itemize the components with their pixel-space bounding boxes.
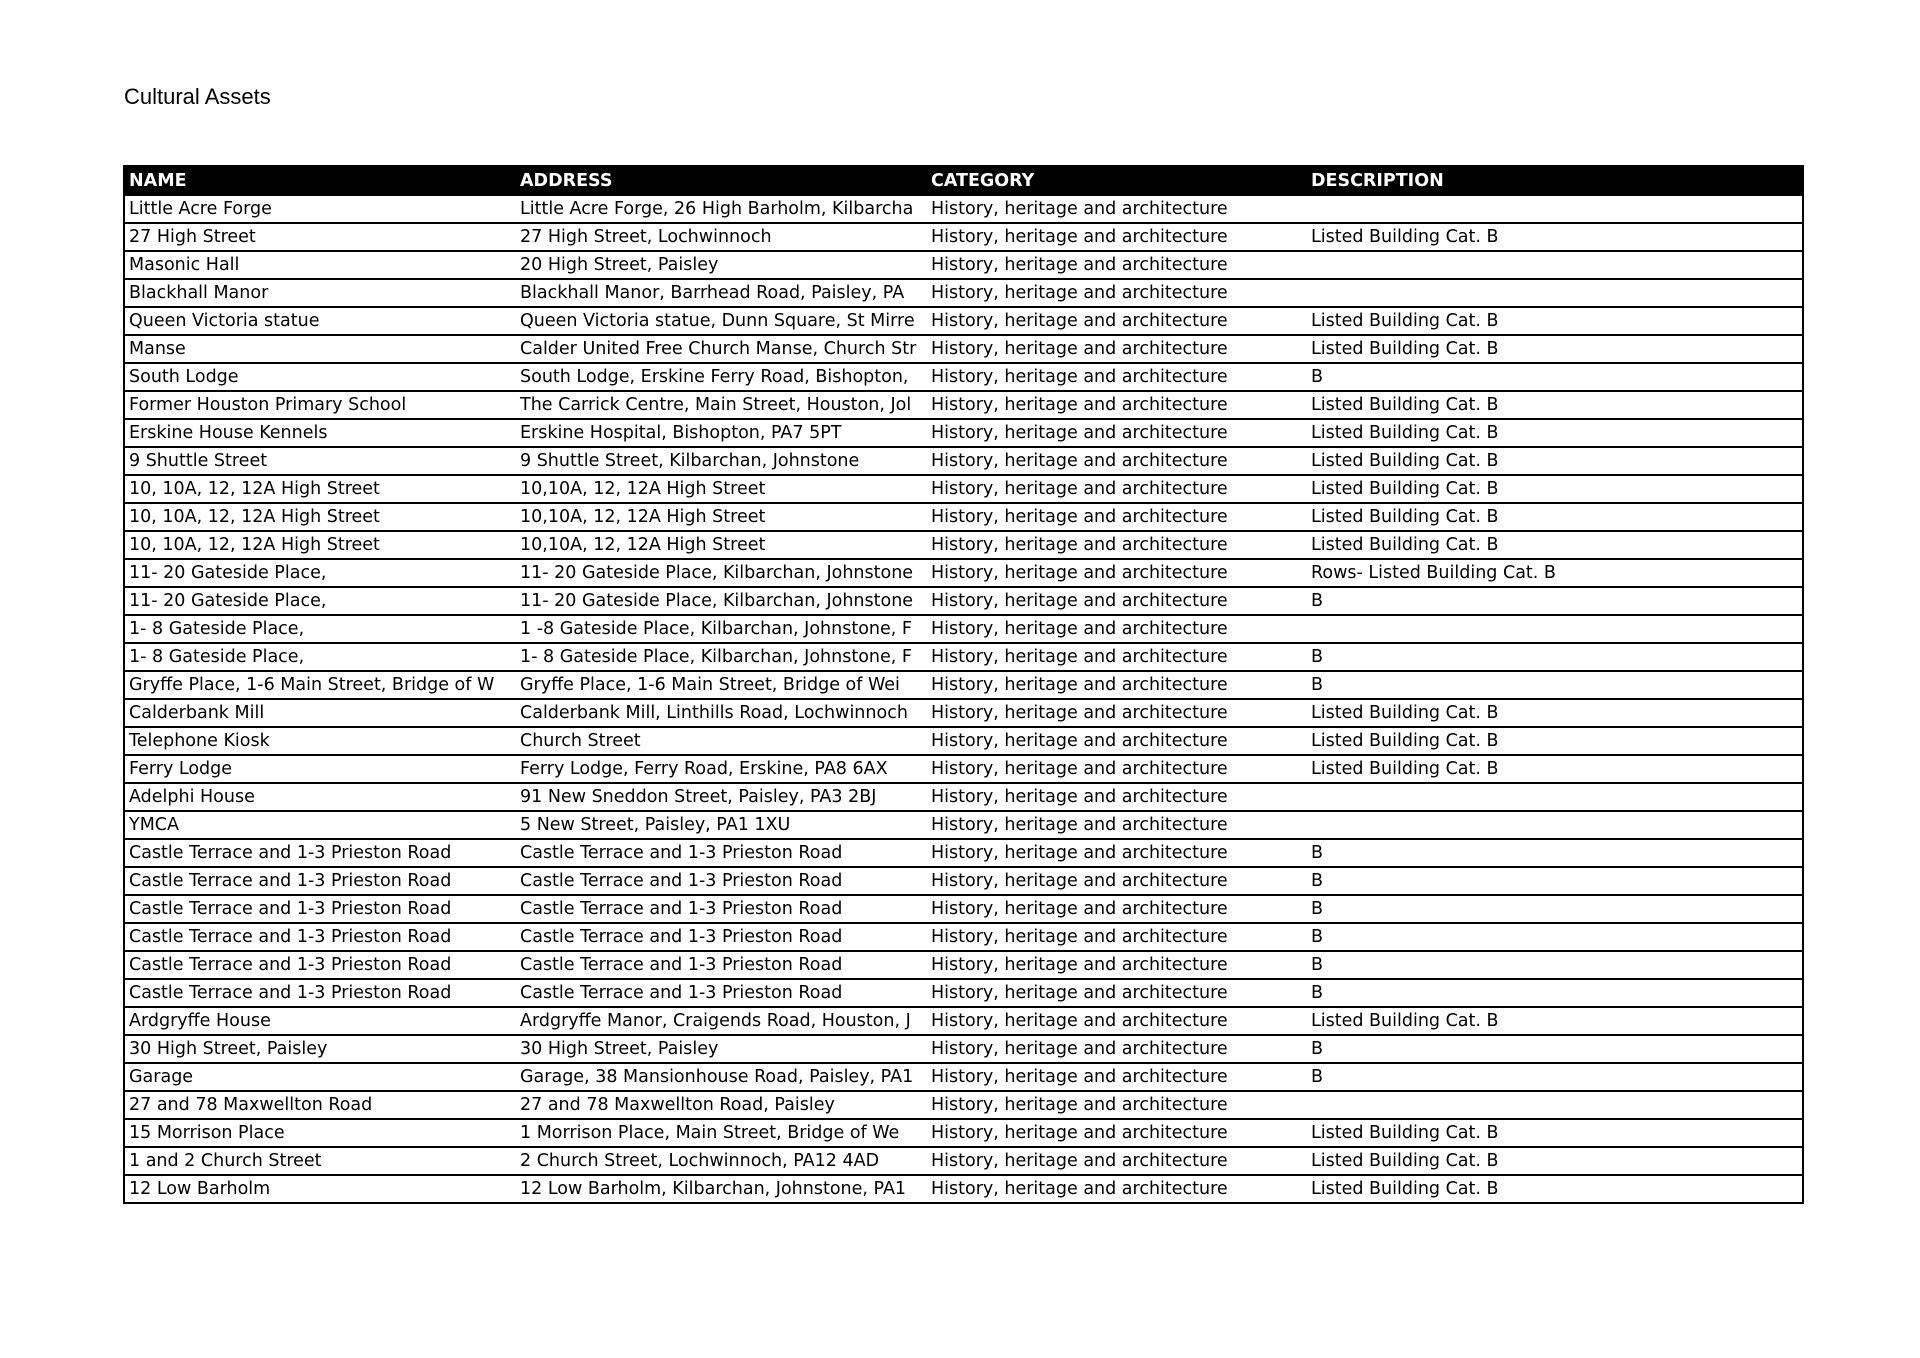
cell-description	[1307, 196, 1802, 223]
table-row	[125, 531, 1802, 559]
cell-name: Telephone Kiosk	[125, 727, 516, 755]
cell-address: 27 High Street, Lochwinnoch	[516, 223, 927, 251]
cell-name: Castle Terrace and 1-3 Prieston Road	[125, 923, 516, 951]
table-row	[125, 615, 1802, 643]
cell-address: 2 Church Street, Lochwinnoch, PA12 4AD	[516, 1147, 927, 1175]
cell-address: 30 High Street, Paisley	[516, 1035, 927, 1063]
cell-category: History, heritage and architecture	[927, 363, 1307, 391]
cell-description	[1307, 279, 1802, 307]
cell-description	[1307, 251, 1802, 279]
cell-description: B	[1307, 363, 1802, 391]
cell-address: Castle Terrace and 1-3 Prieston Road	[516, 979, 927, 1007]
cell-category: History, heritage and architecture	[927, 279, 1307, 307]
table-row	[125, 419, 1802, 447]
table-row	[125, 643, 1802, 671]
cell-description: Listed Building Cat. B	[1307, 419, 1802, 447]
cell-category: History, heritage and architecture	[927, 1035, 1307, 1063]
cell-category: History, heritage and architecture	[927, 699, 1307, 727]
cell-name: Castle Terrace and 1-3 Prieston Road	[125, 951, 516, 979]
cell-description: Listed Building Cat. B	[1307, 727, 1802, 755]
cell-category: History, heritage and architecture	[927, 671, 1307, 699]
cell-description: Listed Building Cat. B	[1307, 1119, 1802, 1147]
cell-address: 9 Shuttle Street, Kilbarchan, Johnstone	[516, 447, 927, 475]
cell-description: B	[1307, 951, 1802, 979]
table-row	[125, 1119, 1802, 1147]
cell-description: Listed Building Cat. B	[1307, 755, 1802, 783]
page-title: Cultural Assets	[124, 84, 271, 109]
cell-description: B	[1307, 1035, 1802, 1063]
cell-category: History, heritage and architecture	[927, 223, 1307, 251]
cell-description	[1307, 811, 1802, 839]
table-row	[125, 559, 1802, 587]
cell-description: B	[1307, 643, 1802, 671]
cell-description: B	[1307, 867, 1802, 895]
cell-name: 27 High Street	[125, 223, 516, 251]
column-header-address: ADDRESS	[516, 167, 927, 196]
table-row	[125, 1007, 1802, 1035]
cell-description: Rows- Listed Building Cat. B	[1307, 559, 1802, 587]
cell-category: History, heritage and architecture	[927, 1147, 1307, 1175]
cell-description: Listed Building Cat. B	[1307, 1007, 1802, 1035]
cell-address: Ferry Lodge, Ferry Road, Erskine, PA8 6AX	[516, 755, 927, 783]
table-row	[125, 895, 1802, 923]
cell-description: B	[1307, 839, 1802, 867]
cell-name: Queen Victoria statue	[125, 307, 516, 335]
cell-category: History, heritage and architecture	[927, 839, 1307, 867]
table-row	[125, 251, 1802, 279]
cell-description: Listed Building Cat. B	[1311, 1179, 1499, 1199]
cell-address: Blackhall Manor, Barrhead Road, Paisley, PA	[516, 279, 927, 307]
cell-name: 1- 8 Gateside Place,	[125, 615, 516, 643]
cell-name: Castle Terrace and 1-3 Prieston Road	[125, 867, 516, 895]
cell-category: History, heritage and architecture	[927, 419, 1307, 447]
table-row	[125, 783, 1802, 811]
cell-category: History, heritage and architecture	[927, 1063, 1307, 1091]
table-row	[125, 699, 1802, 727]
cell-name: Blackhall Manor	[125, 279, 516, 307]
table-row	[125, 671, 1802, 699]
cell-description: Listed Building Cat. B	[1307, 307, 1802, 335]
cell-name: Manse	[125, 335, 516, 363]
cell-address: 10,10A, 12, 12A High Street	[516, 475, 927, 503]
table-row	[125, 279, 1802, 307]
cell-address: South Lodge, Erskine Ferry Road, Bishopton,	[516, 363, 927, 391]
table-row	[125, 1035, 1802, 1063]
cell-category: History, heritage and architecture	[927, 1119, 1307, 1147]
header-row	[125, 167, 1802, 196]
cell-address: Gryffe Place, 1-6 Main Street, Bridge of Wei	[516, 671, 927, 699]
cell-name: 9 Shuttle Street	[125, 447, 516, 475]
cell-address: 11- 20 Gateside Place, Kilbarchan, Johnstone	[516, 559, 927, 587]
cell-category: History, heritage and architecture	[927, 923, 1307, 951]
cell-name: Garage	[125, 1063, 516, 1091]
column-header-name: NAME	[125, 167, 516, 196]
cell-address: Castle Terrace and 1-3 Prieston Road	[516, 839, 927, 867]
table-row	[125, 811, 1802, 839]
table-row	[125, 223, 1802, 251]
cell-category: History, heritage and architecture	[927, 951, 1307, 979]
cell-category: History, heritage and architecture	[927, 615, 1307, 643]
cell-address: Castle Terrace and 1-3 Prieston Road	[516, 951, 927, 979]
cell-name: 15 Morrison Place	[125, 1119, 516, 1147]
cell-address: 1 Morrison Place, Main Street, Bridge of We	[516, 1119, 927, 1147]
cell-category: History, heritage and architecture	[927, 895, 1307, 923]
cell-category: History, heritage and architecture	[927, 587, 1307, 615]
cell-name: Erskine House Kennels	[125, 419, 516, 447]
cell-name: YMCA	[125, 811, 516, 839]
cell-address: 10,10A, 12, 12A High Street	[516, 503, 927, 531]
cell-address: Calder United Free Church Manse, Church Str	[516, 335, 927, 363]
cell-description: B	[1307, 1063, 1802, 1091]
cell-name: Ferry Lodge	[125, 755, 516, 783]
cell-name: Castle Terrace and 1-3 Prieston Road	[125, 839, 516, 867]
cell-description: Listed Building Cat. B	[1307, 1147, 1802, 1175]
cell-description: Listed Building Cat. B	[1307, 475, 1802, 503]
table-row	[125, 391, 1802, 419]
cell-address: The Carrick Centre, Main Street, Houston, Jol	[516, 391, 927, 419]
cell-category: History, heritage and architecture	[927, 867, 1307, 895]
cell-category: History, heritage and architecture	[927, 196, 1307, 223]
table-row	[125, 1091, 1802, 1119]
cell-description	[1307, 615, 1802, 643]
cell-address: Church Street	[516, 727, 927, 755]
table-row	[125, 923, 1802, 951]
table-row	[125, 503, 1802, 531]
table-row	[125, 335, 1802, 363]
cell-address: 20 High Street, Paisley	[516, 251, 927, 279]
cell-category: History, heritage and architecture	[927, 531, 1307, 559]
cell-category: History, heritage and architecture	[927, 503, 1307, 531]
cultural-assets-table	[123, 165, 1804, 1204]
cell-name: Calderbank Mill	[125, 699, 516, 727]
cell-name: 10, 10A, 12, 12A High Street	[125, 503, 516, 531]
cell-description: Listed Building Cat. B	[1307, 699, 1802, 727]
table-row	[125, 307, 1802, 335]
cell-description: B	[1307, 923, 1802, 951]
cell-address: Garage, 38 Mansionhouse Road, Paisley, PA1	[516, 1063, 927, 1091]
cell-description: B	[1307, 895, 1802, 923]
cell-name: 10, 10A, 12, 12A High Street	[125, 531, 516, 559]
cell-address: Erskine Hospital, Bishopton, PA7 5PT	[516, 419, 927, 447]
cell-description: Listed Building Cat. B	[1307, 447, 1802, 475]
cell-category: History, heritage and architecture	[927, 783, 1307, 811]
cell-address: 10,10A, 12, 12A High Street	[516, 531, 927, 559]
cell-address: 5 New Street, Paisley, PA1 1XU	[516, 811, 927, 839]
table-row	[125, 755, 1802, 783]
cell-description: Listed Building Cat. B	[1307, 391, 1802, 419]
cell-name: Gryffe Place, 1-6 Main Street, Bridge of W	[125, 671, 516, 699]
cell-name: Adelphi House	[125, 783, 516, 811]
cell-category: History, heritage and architecture	[927, 1091, 1307, 1119]
cell-name: 12 Low Barholm	[129, 1179, 271, 1199]
cell-category: History, heritage and architecture	[927, 755, 1307, 783]
cell-address: Castle Terrace and 1-3 Prieston Road	[516, 923, 927, 951]
cell-address: 27 and 78 Maxwellton Road, Paisley	[516, 1091, 927, 1119]
table-row	[125, 363, 1802, 391]
cell-address: Calderbank Mill, Linthills Road, Lochwinnoch	[516, 699, 927, 727]
cell-category: History, heritage and architecture	[927, 335, 1307, 363]
cell-name: 27 and 78 Maxwellton Road	[125, 1091, 516, 1119]
cell-name: 11- 20 Gateside Place,	[125, 587, 516, 615]
table-row	[125, 1147, 1802, 1175]
cell-description: B	[1307, 671, 1802, 699]
cell-address: 11- 20 Gateside Place, Kilbarchan, Johnstone	[516, 587, 927, 615]
column-header-description: DESCRIPTION	[1307, 167, 1802, 196]
cell-category: History, heritage and architecture	[927, 307, 1307, 335]
table-row	[125, 587, 1802, 615]
cell-description	[1307, 1091, 1802, 1119]
cell-category: History, heritage and architecture	[927, 391, 1307, 419]
cell-description	[1307, 783, 1802, 811]
table-row	[125, 867, 1802, 895]
cell-category: History, heritage and architecture	[927, 447, 1307, 475]
cell-address: 1 -8 Gateside Place, Kilbarchan, Johnstone, F	[516, 615, 927, 643]
cell-address: Queen Victoria statue, Dunn Square, St Mirre	[516, 307, 927, 335]
cell-name: Masonic Hall	[125, 251, 516, 279]
table-row	[125, 727, 1802, 755]
column-header-category: CATEGORY	[927, 167, 1307, 196]
cell-name: Little Acre Forge	[125, 196, 516, 223]
table-row	[125, 1063, 1802, 1091]
cell-address: 1- 8 Gateside Place, Kilbarchan, Johnstone, F	[516, 643, 927, 671]
cell-name: Ardgryffe House	[125, 1007, 516, 1035]
cell-address: Ardgryffe Manor, Craigends Road, Houston, J	[516, 1007, 927, 1035]
cell-category: History, heritage and architecture	[927, 811, 1307, 839]
cell-name: Former Houston Primary School	[125, 391, 516, 419]
table-row	[125, 1175, 1802, 1202]
cell-category: History, heritage and architecture	[927, 559, 1307, 587]
cell-category: History, heritage and architecture	[927, 643, 1307, 671]
table-row	[125, 196, 1802, 223]
cell-name: 11- 20 Gateside Place,	[125, 559, 516, 587]
table-row	[125, 979, 1802, 1007]
cell-address: 12 Low Barholm, Kilbarchan, Johnstone, PA1	[520, 1179, 907, 1199]
cell-name: 10, 10A, 12, 12A High Street	[125, 475, 516, 503]
cell-name: 30 High Street, Paisley	[125, 1035, 516, 1063]
cell-name: Castle Terrace and 1-3 Prieston Road	[125, 979, 516, 1007]
cell-name: Castle Terrace and 1-3 Prieston Road	[125, 895, 516, 923]
cell-name: South Lodge	[125, 363, 516, 391]
table-row	[125, 839, 1802, 867]
data-table	[125, 167, 1802, 1202]
cell-category: History, heritage and architecture	[927, 979, 1307, 1007]
cell-address: Castle Terrace and 1-3 Prieston Road	[516, 895, 927, 923]
table-row	[125, 447, 1802, 475]
cell-category: History, heritage and architecture	[931, 1179, 1228, 1199]
cell-description: Listed Building Cat. B	[1307, 503, 1802, 531]
table-row	[125, 951, 1802, 979]
cell-name: 1- 8 Gateside Place,	[125, 643, 516, 671]
cell-address: Little Acre Forge, 26 High Barholm, Kilbarcha	[516, 196, 927, 223]
cell-description: B	[1307, 587, 1802, 615]
cell-category: History, heritage and architecture	[927, 727, 1307, 755]
cell-name: 1 and 2 Church Street	[125, 1147, 516, 1175]
cell-description: Listed Building Cat. B	[1307, 335, 1802, 363]
cell-category: History, heritage and architecture	[927, 251, 1307, 279]
cell-address: 91 New Sneddon Street, Paisley, PA3 2BJ	[516, 783, 927, 811]
cell-address: Castle Terrace and 1-3 Prieston Road	[516, 867, 927, 895]
table-row	[125, 475, 1802, 503]
cell-description: B	[1307, 979, 1802, 1007]
cell-description: Listed Building Cat. B	[1307, 531, 1802, 559]
cell-description: Listed Building Cat. B	[1307, 223, 1802, 251]
cell-category: History, heritage and architecture	[927, 1007, 1307, 1035]
cell-category: History, heritage and architecture	[927, 475, 1307, 503]
